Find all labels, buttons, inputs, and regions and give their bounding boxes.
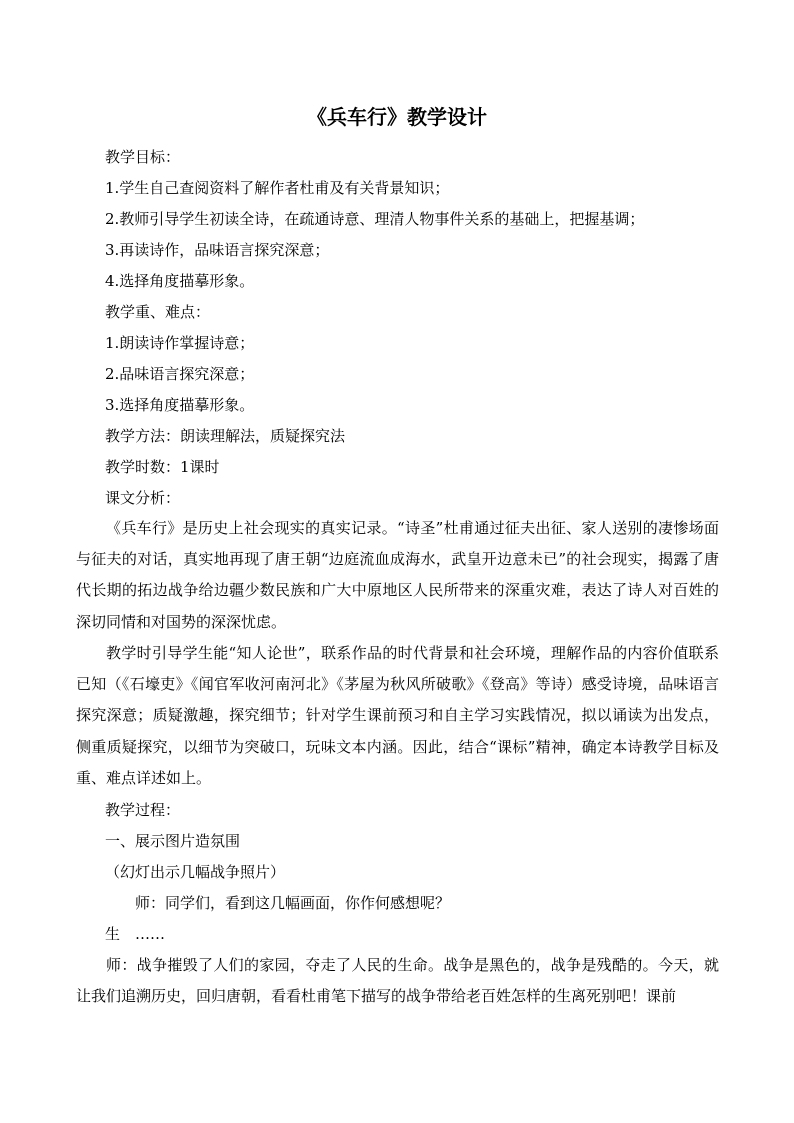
objective-item: 1.学生自己查阅资料了解作者杜甫及有关背景知识； — [105, 179, 450, 197]
document-title: 《兵车行》教学设计 — [307, 105, 487, 129]
key-point-item: 2.品味语言探究深意； — [105, 365, 255, 383]
objective-item: 3.再读诗作，品味语言探究深意； — [105, 241, 330, 259]
teacher-question: 师：同学们，看到这几幅画面，你作何感想呢？ — [135, 894, 451, 912]
objective-item: 2.教师引导学生初读全诗，在疏通诗意、理清人物事件关系的基础上，把握基调； — [105, 210, 645, 228]
section-heading: 一、展示图片造氛围 — [105, 832, 241, 850]
analysis-paragraph: 《兵车行》是历史上社会现实的真实记录。“诗圣”杜甫通过征夫出征、家人送别的凄惨场面与征夫的对话，真实地再现了唐王朝“边庭流血成海水，武皇开边意未已”的社会现实，揭露了唐代长期的拓边战争给边疆少数民族和广大中原地区人民所带来的深重灾难，表达了诗人对百姓的深切同情和对国势的深深忧虑。 — [76, 519, 719, 631]
slide-note: （幻灯出示几幅战争照片） — [105, 863, 286, 881]
key-point-item: 3.选择角度描摹形象。 — [105, 396, 255, 414]
objective-item: 4.选择角度描摹形象。 — [105, 272, 255, 290]
analysis-paragraph: 教学时引导学生能“知人论世”，联系作品的时代背景和社会环境，理解作品的内容价值联系已知（《石壕吏》《闻官军收河南河北》《茅屋为秋风所破歌》《登高》等诗）感受诗境，品味语言探究深意；质疑激趣，探究细节；针对学生课前预习和自主学习实践情况，拟以诵读为出发点，侧重质疑探究，以细节为突破口，玩味文本内涵。因此，结合“课标”精神，确定本诗教学目标及重、难点详述如上。 — [76, 644, 719, 787]
student-response: 生 …… — [105, 925, 166, 943]
key-points-heading: 教学重、难点： — [105, 303, 211, 321]
process-heading: 教学过程： — [105, 801, 181, 819]
teacher-paragraph: 师：战争摧毁了人们的家园，夺走了人民的生命。战争是黑色的，战争是残酷的。今天，就让我们追溯历史，回归唐朝，看看杜甫笔下描写的战争带给老百姓怎样的生离死别吧！课前 — [76, 956, 719, 1006]
key-point-item: 1.朗读诗作掌握诗意； — [105, 334, 255, 352]
teaching-method: 教学方法：朗读理解法，质疑探究法 — [105, 427, 346, 445]
teaching-hours: 教学时数：1课时 — [105, 458, 220, 476]
analysis-heading: 课文分析： — [105, 489, 181, 507]
objectives-heading: 教学目标： — [105, 148, 181, 166]
